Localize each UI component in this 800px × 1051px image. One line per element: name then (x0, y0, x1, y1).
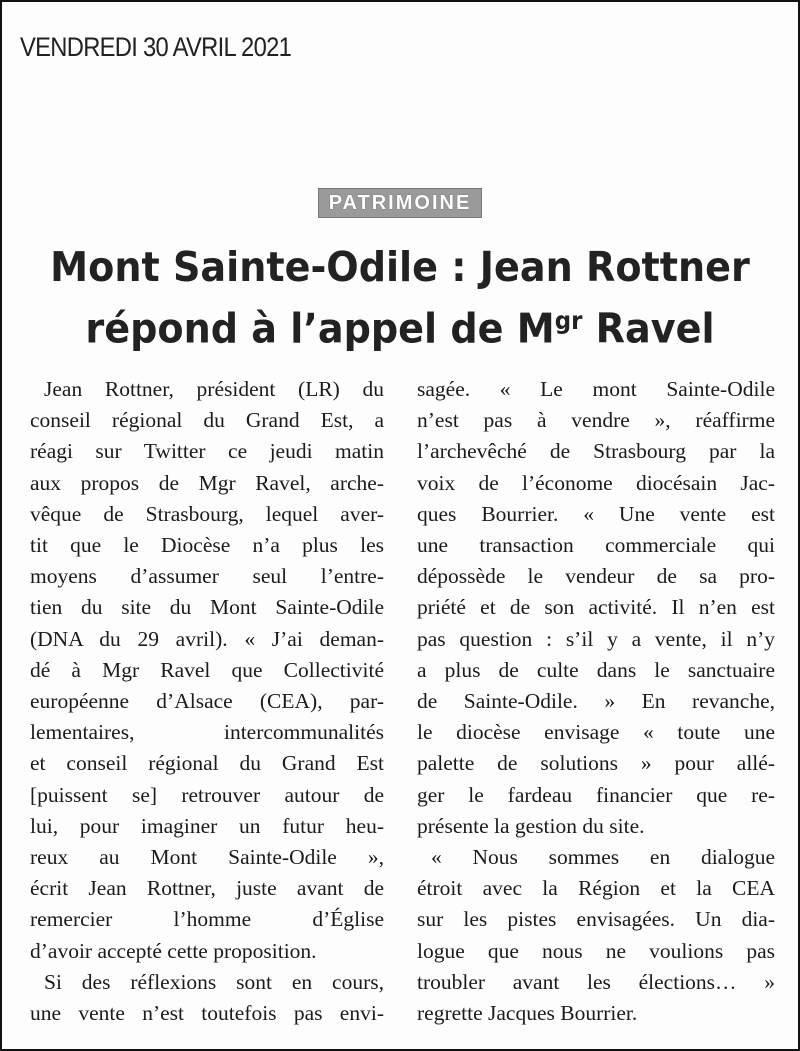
text-line: de Sainte-Odile. » En revanche, (417, 689, 775, 714)
text-line: européenne d’Alsace (CEA), par- (30, 689, 384, 714)
text-line: pas question : s’il y a vente, il n’y (417, 626, 775, 651)
text-line: sur les pistes envisagées. Un dia- (417, 907, 775, 932)
text-line: n’est pas à vendre », réaffirme (417, 408, 775, 433)
text-line: présente la gestion du site. (417, 813, 645, 838)
text-line: a plus de culte dans le sanctuaire (417, 657, 775, 682)
text-line: ques Bourrier. « Une vente est (417, 501, 775, 526)
article-column-left (30, 374, 384, 1029)
text-line: dépossède le vendeur de sa pro- (417, 564, 775, 589)
text-line: et conseil régional du Grand Est (30, 751, 384, 776)
text-line: remercier l’homme d’Église (30, 907, 384, 932)
text-line: Si des réflexions sont en cours, (44, 969, 384, 994)
text-line: étroit avec la Région et la CEA (417, 876, 775, 901)
text-line: moyens d’assumer seul l’entre- (30, 564, 384, 589)
text-line: priété et de son activité. Il n’en est (417, 595, 775, 620)
text-line: dé à Mgr Ravel que Collectivité (30, 657, 384, 682)
text-line: ger le fardeau financier que re- (417, 782, 775, 807)
headline-line-1: Mont Sainte-Odile : Jean Rottner (50, 243, 750, 291)
text-line: « Nous sommes en dialogue (431, 845, 775, 870)
text-line: conseil régional du Grand Est, a (30, 408, 384, 433)
article-column-right (417, 374, 775, 1029)
text-line: Jean Rottner, président (LR) du (44, 377, 384, 401)
text-line: troubler avant les élections… » (417, 969, 775, 994)
text-line: lui, pour imaginer un futur heu- (30, 813, 384, 838)
text-line: voix de l’économe diocésain Jac- (417, 470, 775, 495)
text-line: regrette Jacques Bourrier. (417, 1001, 638, 1026)
text-line: vêque de Strasbourg, lequel aver- (30, 501, 384, 526)
text-line: logue que nous ne voulions pas (417, 938, 775, 963)
text-line: aux propos de Mgr Ravel, arche- (30, 470, 384, 495)
text-line: réagi sur Twitter ce jeudi matin (30, 439, 384, 464)
text-line: palette de solutions » pour allé- (417, 751, 775, 776)
text-line: l’archevêché de Strasbourg par la (417, 439, 775, 464)
section-rubric: PATRIMOINE (318, 188, 483, 218)
text-line: écrit Jean Rottner, juste avant de (30, 876, 384, 901)
text-line: d’avoir accepté cette proposition. (30, 938, 317, 963)
issue-date: VENDREDI 30 AVRIL 2021 (20, 32, 292, 62)
text-line: reux au Mont Sainte-Odile », (30, 845, 384, 870)
text-line: une transaction commerciale qui (417, 533, 775, 558)
article-headline (30, 240, 770, 356)
headline-line-2-b: Ravel (582, 304, 715, 353)
headline-line-2 (30, 294, 770, 356)
headline-line-2-a: répond à l’appel de M (85, 304, 555, 353)
headline-line-2-sup: gr (554, 306, 583, 335)
text-line: lementaires, intercommunalités (30, 720, 384, 745)
text-line: (DNA du 29 avril). « J’ai deman- (30, 626, 384, 651)
text-line: tien du site du Mont Sainte-Odile (30, 595, 384, 620)
text-line: tit que le Diocèse n’a plus les (30, 533, 384, 558)
text-line: sagée. « Le mont Sainte-Odile (417, 377, 775, 401)
text-line: le diocèse envisage « toute une (417, 720, 775, 745)
text-line: [puissent se] retrouver autour de (30, 782, 384, 807)
text-line: une vente n’est toutefois pas envi- (30, 1001, 384, 1026)
rubric-container (2, 188, 798, 218)
